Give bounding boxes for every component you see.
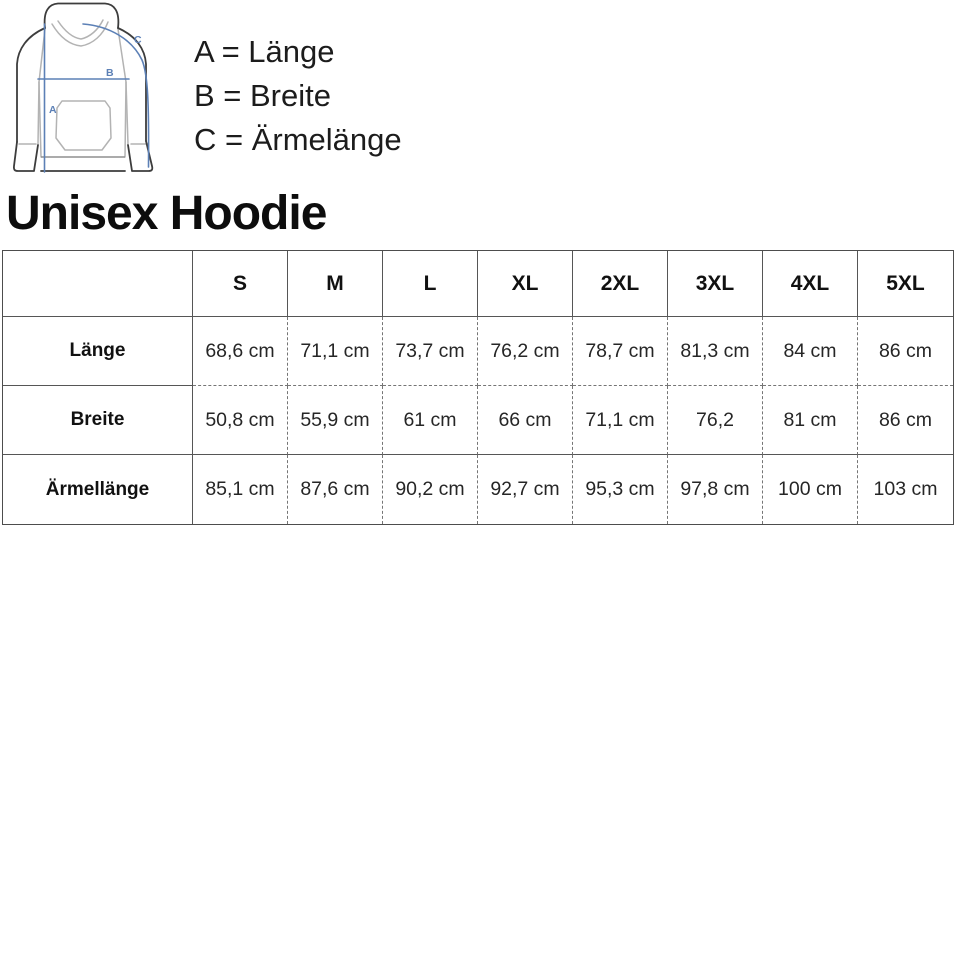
- hoodie-measurement-diagram: [4, 0, 166, 178]
- page-title: Unisex Hoodie: [6, 187, 327, 240]
- laenge-m: 71,1 cm: [288, 317, 383, 386]
- breite-s: 50,8 cm: [193, 386, 288, 455]
- column-header-5xl: 5XL: [858, 251, 953, 317]
- laenge-4xl: 84 cm: [763, 317, 858, 386]
- hoodie-pocket: [56, 101, 111, 150]
- size-chart-table: [2, 250, 954, 525]
- laenge-2xl: 78,7 cm: [573, 317, 668, 386]
- column-header-4xl: 4XL: [763, 251, 858, 317]
- column-header-l: L: [383, 251, 478, 317]
- column-header-2xl: 2XL: [573, 251, 668, 317]
- aermellaenge-4xl: 100 cm: [763, 455, 858, 524]
- aermellaenge-2xl: 95,3 cm: [573, 455, 668, 524]
- column-header-3xl: 3XL: [668, 251, 763, 317]
- legend-item-a: A = Länge: [194, 34, 335, 69]
- hoodie-left-cuff: [14, 142, 38, 171]
- aermellaenge-m: 87,6 cm: [288, 455, 383, 524]
- corner-cell: [3, 251, 193, 317]
- legend-item-b: B = Breite: [194, 78, 331, 113]
- laenge-l: 73,7 cm: [383, 317, 478, 386]
- table-row-aermellaenge: [3, 455, 953, 524]
- laenge-s: 68,6 cm: [193, 317, 288, 386]
- hoodie-diagram-svg: [4, 0, 166, 178]
- marker-a-label: A: [49, 104, 57, 116]
- hoodie-outline: [14, 4, 152, 172]
- breite-3xl: 76,2: [668, 386, 763, 455]
- hoodie-light-details: [19, 20, 148, 157]
- aermellaenge-3xl: 97,8 cm: [668, 455, 763, 524]
- column-header-xl: XL: [478, 251, 573, 317]
- breite-xl: 66 cm: [478, 386, 573, 455]
- table-row-laenge: [3, 317, 953, 386]
- column-header-s: S: [193, 251, 288, 317]
- header-row: [3, 251, 953, 317]
- laenge-xl: 76,2 cm: [478, 317, 573, 386]
- breite-4xl: 81 cm: [763, 386, 858, 455]
- aermellaenge-xl: 92,7 cm: [478, 455, 573, 524]
- aermellaenge-5xl: 103 cm: [858, 455, 953, 524]
- row-label-aermellaenge: Ärmellänge: [3, 455, 193, 524]
- marker-c-label: C: [134, 34, 142, 46]
- measurement-legend: [194, 30, 402, 162]
- row-label-laenge: Länge: [3, 317, 193, 386]
- aermellaenge-s: 85,1 cm: [193, 455, 288, 524]
- breite-l: 61 cm: [383, 386, 478, 455]
- row-label-breite: Breite: [3, 386, 193, 455]
- laenge-3xl: 81,3 cm: [668, 317, 763, 386]
- breite-2xl: 71,1 cm: [573, 386, 668, 455]
- breite-m: 55,9 cm: [288, 386, 383, 455]
- legend-item-c: C = Ärmelänge: [194, 122, 402, 157]
- aermellaenge-l: 90,2 cm: [383, 455, 478, 524]
- measurement-markers: [49, 34, 142, 116]
- column-header-m: M: [288, 251, 383, 317]
- marker-b-label: B: [106, 67, 114, 79]
- table-row-breite: [3, 386, 953, 455]
- laenge-5xl: 86 cm: [858, 317, 953, 386]
- breite-5xl: 86 cm: [858, 386, 953, 455]
